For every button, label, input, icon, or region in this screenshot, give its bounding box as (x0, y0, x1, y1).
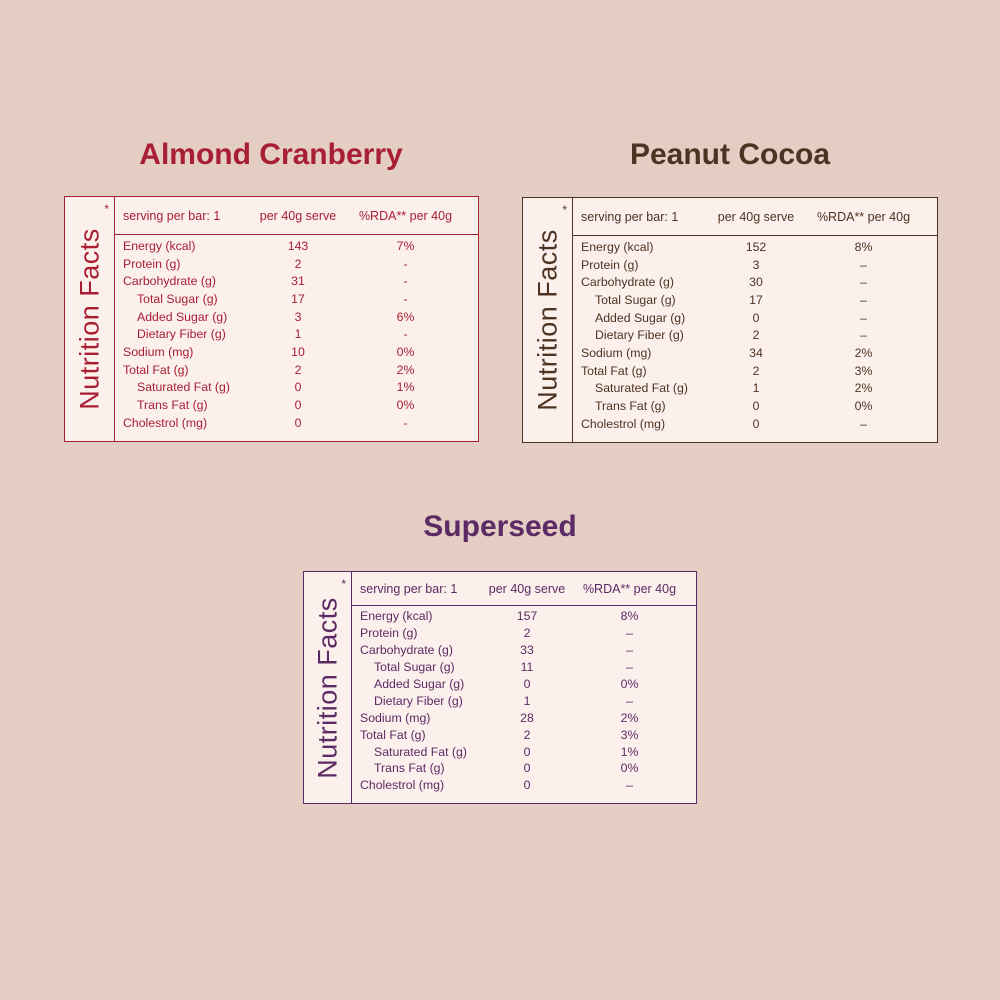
table-row (115, 343, 478, 361)
nutrient-rda: – (626, 660, 633, 675)
nutrient-value: 2 (752, 363, 760, 378)
table-row (573, 273, 937, 291)
table-row (573, 415, 937, 433)
nutrient-value: 33 (520, 643, 534, 658)
nutrition-facts-text: Nutrition Facts (74, 228, 104, 410)
peanut-cocoa-title: Peanut Cocoa (629, 138, 831, 171)
nutrient-rda: 0% (854, 399, 873, 414)
nutrient-value: 157 (516, 609, 538, 624)
nutrient-name: Carbohydrate (g) (123, 274, 216, 289)
nutrient-rda: 8% (620, 609, 639, 624)
nutrient-name: Total Fat (g) (123, 362, 189, 377)
nutrient-rda: 7% (396, 238, 415, 253)
nutrient-rda: 2% (854, 345, 873, 360)
nutrient-rda: – (626, 643, 633, 658)
nutrient-value: 17 (749, 292, 763, 307)
nutrient-rda: – (860, 416, 867, 431)
nutrient-name: Protein (g) (581, 257, 639, 272)
nutrient-rda: – (860, 328, 867, 343)
nutrient-name: Total Fat (g) (360, 727, 426, 742)
table-row (115, 255, 478, 273)
table-row (115, 237, 478, 255)
table-row (115, 379, 478, 397)
nutrient-name: Energy (kcal) (123, 238, 196, 253)
nutrient-rda: 0% (620, 677, 639, 691)
nutrient-name: Cholestrol (mg) (581, 416, 666, 431)
nutrient-name: Protein (g) (123, 256, 181, 271)
table-row (573, 256, 937, 274)
nutrient-rda: 6% (396, 309, 415, 324)
nutrient-value: 0 (752, 399, 760, 414)
nutrient-value: 2 (294, 362, 302, 377)
nutrient-name: Total Sugar (g) (595, 292, 676, 307)
header-serving: serving per bar: 1 (123, 208, 221, 223)
almond-cranberry-nutrition-panel (64, 196, 479, 442)
nutrient-value: 2 (523, 727, 531, 742)
nutrient-rda: 0% (396, 344, 415, 359)
table-row (115, 325, 478, 343)
nutrient-rda: - (403, 274, 408, 289)
nutrient-name: Sodium (mg) (123, 344, 194, 359)
nutrient-value: 10 (291, 344, 305, 359)
nutrient-rda: 1% (620, 744, 639, 759)
nutrient-rda: - (403, 415, 408, 430)
nutrient-rda: – (626, 778, 633, 793)
nutrient-rda: – (860, 310, 867, 325)
nutrition-table (352, 572, 696, 803)
nutrient-rda: 3% (854, 363, 873, 378)
nutrient-name: Saturated Fat (g) (374, 744, 467, 759)
nutrient-value: 11 (520, 660, 534, 675)
nutrient-rda: - (403, 256, 408, 271)
table-row (573, 309, 937, 327)
nutrient-rda: 0% (396, 398, 415, 413)
peanut-cocoa-nutrition-panel (522, 197, 938, 443)
nutrient-name: Dietary Fiber (g) (137, 327, 226, 342)
nutrient-rda: 1% (396, 380, 415, 395)
nutrient-value: 2 (523, 626, 531, 641)
nutrient-value: 0 (752, 416, 760, 431)
table-row (115, 272, 478, 290)
nutrient-rda: – (626, 693, 633, 708)
nutrient-name: Added Sugar (g) (137, 309, 228, 324)
nutrient-name: Added Sugar (g) (374, 677, 465, 691)
nutrient-value: 1 (752, 381, 760, 396)
header-per-serve: per 40g serve (259, 208, 337, 223)
table-row (352, 642, 696, 659)
nutrient-value: 1 (523, 693, 531, 708)
table-row (115, 308, 478, 326)
nutrient-name: Carbohydrate (g) (581, 275, 674, 290)
table-row (115, 361, 478, 379)
header-per-serve: per 40g serve (488, 581, 566, 596)
nutrient-name: Sodium (mg) (581, 345, 652, 360)
table-body (352, 606, 696, 794)
table-row (115, 290, 478, 308)
nutrient-rda: – (860, 292, 867, 307)
nutrient-value: 0 (294, 380, 302, 395)
nutrient-value: 28 (520, 710, 534, 725)
table-row (573, 344, 937, 362)
table-row (352, 676, 696, 693)
nutrition-table (573, 198, 937, 442)
table-row (573, 326, 937, 344)
table-row (573, 291, 937, 309)
nutrient-rda: – (860, 257, 867, 272)
nutrient-value: 2 (752, 328, 760, 343)
nutrient-name: Total Fat (g) (581, 363, 647, 378)
nutrient-value: 34 (749, 345, 763, 360)
nutrient-rda: - (403, 327, 408, 342)
nutrient-rda: 3% (620, 727, 639, 742)
nutrient-value: 0 (294, 398, 302, 413)
nutrient-value: 3 (294, 309, 302, 324)
header-per-serve: per 40g serve (717, 209, 795, 224)
superseed-title: Superseed (423, 510, 577, 543)
nutrient-value: 30 (749, 275, 763, 290)
table-row (115, 414, 478, 432)
nutrient-name: Added Sugar (g) (595, 310, 686, 325)
table-row (352, 608, 696, 625)
nutrition-table (115, 197, 478, 441)
nutrient-value: 0 (523, 761, 531, 776)
table-row (352, 743, 696, 760)
nutrient-name: Dietary Fiber (g) (374, 693, 463, 708)
table-row (115, 396, 478, 414)
nutrient-rda: – (626, 626, 633, 641)
nutrient-name: Carbohydrate (g) (360, 643, 453, 658)
nutrient-name: Trans Fat (g) (137, 398, 208, 413)
table-row (352, 709, 696, 726)
nutrition-facts-side-label (523, 198, 573, 442)
table-row (573, 238, 937, 256)
nutrient-name: Trans Fat (g) (595, 399, 666, 414)
nutrient-name: Energy (kcal) (581, 239, 654, 254)
table-row (352, 760, 696, 777)
nutrient-value: 0 (523, 778, 531, 793)
nutrient-name: Total Sugar (g) (374, 660, 455, 675)
table-row (352, 625, 696, 642)
nutrient-rda: 0% (620, 761, 639, 776)
nutrient-name: Saturated Fat (g) (595, 381, 688, 396)
table-row (352, 659, 696, 676)
nutrient-rda: – (860, 275, 867, 290)
nutrient-value: 1 (294, 327, 302, 342)
nutrition-facts-text: Nutrition Facts (312, 596, 342, 779)
header-rda: %RDA** per 40g (816, 209, 911, 224)
nutrient-value: 0 (523, 744, 531, 759)
asterisk-mark: * (104, 202, 109, 216)
table-row (573, 362, 937, 380)
nutrient-name: Protein (g) (360, 626, 418, 641)
nutrient-value: 0 (523, 677, 531, 691)
nutrient-name: Trans Fat (g) (374, 761, 445, 776)
nutrient-value: 2 (294, 256, 302, 271)
nutrient-name: Sodium (mg) (360, 710, 431, 725)
nutrient-value: 17 (291, 291, 305, 306)
nutrient-name: Cholestrol (mg) (123, 415, 208, 430)
nutrient-name: Saturated Fat (g) (137, 380, 230, 395)
nutrient-rda: 2% (396, 362, 415, 377)
table-body (115, 235, 478, 432)
header-serving: serving per bar: 1 (581, 209, 679, 224)
nutrient-value: 143 (287, 238, 309, 253)
header-rda: %RDA** per 40g (582, 581, 677, 596)
table-row (573, 397, 937, 415)
nutrient-value: 152 (745, 239, 767, 254)
table-row (573, 380, 937, 398)
nutrient-rda: 8% (854, 239, 873, 254)
nutrient-value: 3 (752, 257, 760, 272)
nutrient-name: Energy (kcal) (360, 609, 433, 624)
nutrient-name: Dietary Fiber (g) (595, 328, 684, 343)
table-row (352, 692, 696, 709)
table-row (352, 777, 696, 794)
superseed-nutrition-panel (303, 571, 697, 804)
header-rda: %RDA** per 40g (358, 208, 453, 223)
nutrition-facts-side-label (304, 572, 352, 803)
almond-cranberry-title: Almond Cranberry (139, 138, 403, 171)
table-header (573, 198, 937, 236)
table-body (573, 236, 937, 433)
nutrient-name: Total Sugar (g) (137, 291, 218, 306)
asterisk-mark: * (562, 203, 567, 217)
table-header (352, 572, 696, 606)
nutrient-value: 0 (294, 415, 302, 430)
nutrient-value: 0 (752, 310, 760, 325)
nutrient-rda: 2% (620, 710, 639, 725)
nutrient-rda: 2% (854, 381, 873, 396)
nutrient-value: 31 (291, 274, 305, 289)
nutrient-rda: - (403, 291, 408, 306)
nutrition-facts-text: Nutrition Facts (532, 229, 562, 411)
header-serving: serving per bar: 1 (360, 581, 458, 596)
asterisk-mark: * (341, 577, 346, 591)
nutrition-facts-side-label (65, 197, 115, 441)
nutrient-name: Cholestrol (mg) (360, 778, 445, 793)
table-row (352, 726, 696, 743)
table-header (115, 197, 478, 235)
